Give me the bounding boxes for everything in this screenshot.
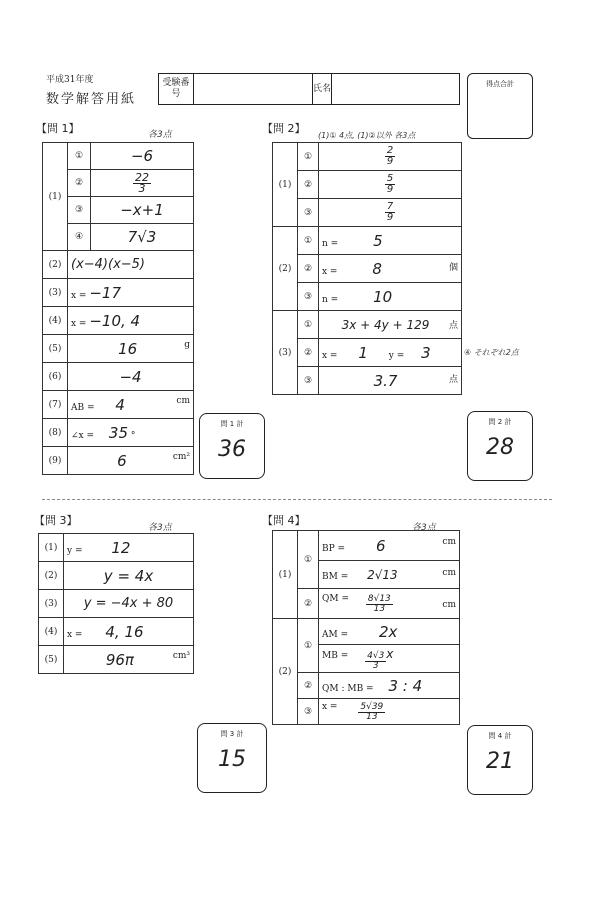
x-label: x = [67, 629, 83, 640]
q1-1-1-answer: −6 [130, 147, 154, 165]
unit-cm: cm [442, 599, 456, 610]
circ-3: ③ [298, 199, 319, 227]
name-field [332, 74, 459, 104]
unit-cm: cm [176, 395, 190, 406]
q1-1-4-answer: 7√3 [127, 228, 157, 246]
name-label: 氏名 [313, 74, 332, 104]
q1-sub5-label: (5) [43, 335, 68, 363]
circ-2: ② [298, 171, 319, 199]
q3-sub1-label: (1) [39, 534, 64, 562]
q4-sub2-label: (2) [273, 619, 298, 725]
q2-2-1-answer: 5 [373, 231, 383, 250]
q3-5-answer: 96π [105, 650, 134, 669]
circ-2: ② [298, 339, 319, 367]
q4-mb-answer: $\frac{4√3}{3}$ [367, 650, 385, 671]
exam-year: 平成31年度 [46, 75, 94, 85]
q2-2-2-answer: 8 [372, 259, 382, 278]
q4-score-box [467, 725, 533, 795]
circ-1: ① [298, 311, 319, 339]
q2-1-2-answer: $\frac{5}{9}$ [386, 173, 394, 195]
ab-label: AB = [71, 402, 95, 413]
q2-score: 28 [486, 435, 514, 460]
q1-2-answer: (x−4)(x−5) [71, 257, 146, 272]
q4-qm-answer: $\frac{8√13}{13}$ [367, 593, 391, 614]
exam-info-box [158, 73, 460, 105]
circ-3: ③ [298, 283, 319, 311]
q1-score-box [199, 413, 265, 479]
circ-1: ① [298, 619, 319, 673]
q2-note: (1)① 4点, (1)②以外 各3点 [318, 131, 416, 140]
q1-1-2-answer: $\frac{22}{3}$ [135, 170, 149, 195]
q1-3-answer: −17 [89, 283, 122, 302]
q3-score-box [197, 723, 267, 793]
am-label: AM = [322, 629, 349, 640]
y-label: y = [388, 350, 405, 361]
unit-degree: ° [130, 430, 136, 441]
ratio-label: QM : MB = [322, 683, 374, 694]
q1-heading: 【問 1】 [36, 122, 80, 135]
unit-cm: cm [442, 536, 456, 547]
unit-ten: 点 [448, 320, 458, 331]
mb-label: MB = [322, 650, 349, 661]
q3-sub3-label: (3) [39, 590, 64, 618]
q3-2-answer: y = 4x [103, 566, 154, 585]
q2-3-2-x-answer: 1 [358, 343, 368, 362]
circ-1: ① [68, 143, 91, 170]
x-label: x = [322, 350, 338, 361]
q2-margin-note: ④ それぞれ2点 [464, 348, 519, 357]
q1-4-answer: −10, 4 [89, 311, 141, 330]
q2-score-label: 問 2 計 [488, 418, 512, 426]
circ-1: ① [298, 143, 319, 171]
bp-label: BP = [322, 543, 346, 554]
unit-ko: 個 [448, 262, 458, 273]
q3-table [38, 533, 194, 674]
unit-cm: cm [442, 567, 456, 578]
q3-sub4-label: (4) [39, 618, 64, 646]
exam-number-label: 受験番号 [159, 74, 194, 104]
circ-3: ③ [68, 197, 91, 224]
bm-label: BM = [322, 571, 349, 582]
q1-sub9-label: (9) [43, 447, 68, 475]
unit-ten: 点 [448, 374, 458, 385]
q1-1-3-answer: −x+1 [120, 201, 164, 219]
q4-am-answer: 2x [379, 622, 398, 641]
circ-3: ③ [298, 367, 319, 395]
q2-1-3-answer: $\frac{7}{9}$ [386, 201, 394, 223]
q1-9-answer: 6 [117, 451, 127, 470]
q3-4-answer: 4, 16 [105, 622, 144, 641]
circ-2: ② [298, 589, 319, 619]
q1-5-answer: 16 [118, 339, 138, 358]
q3-sub5-label: (5) [39, 646, 64, 674]
q2-table [272, 142, 462, 395]
q3-heading: 【問 3】 [34, 514, 78, 527]
q4-ratio-answer: 3 : 4 [388, 676, 423, 695]
q2-2-3-answer: 10 [373, 287, 393, 306]
q4-bp-answer: 6 [375, 536, 386, 555]
n-label: n = [322, 238, 339, 249]
x-label: x = [322, 701, 338, 712]
q1-sub2-label: (2) [43, 251, 68, 279]
q3-score-label: 問 3 計 [220, 730, 244, 738]
q1-sub8-label: (8) [43, 419, 68, 447]
x-label: x = [71, 290, 87, 301]
unit-cm2: cm² [172, 451, 190, 462]
q1-score-label: 問 1 計 [220, 420, 244, 428]
q1-table [42, 142, 194, 475]
q1-sub3-label: (3) [43, 279, 68, 307]
total-score-label: 得点合計 [486, 80, 514, 88]
q2-sub1-label: (1) [273, 143, 298, 227]
circ-2: ② [68, 170, 91, 197]
q3-1-answer: 12 [111, 538, 131, 557]
y-label: y = [67, 545, 83, 556]
circ-1: ① [298, 227, 319, 255]
total-score-box [467, 73, 533, 139]
circ-1: ① [298, 531, 319, 589]
q4-table [272, 530, 460, 725]
q4-note: 各3点 [412, 523, 436, 533]
q1-sub1-label: (1) [43, 143, 68, 251]
q1-6-answer: −4 [119, 367, 142, 386]
section-divider [42, 499, 552, 500]
qm-label: QM = [322, 593, 349, 604]
q4-score: 21 [486, 749, 514, 774]
q1-sub7-label: (7) [43, 391, 68, 419]
q4-heading: 【問 4】 [262, 514, 306, 527]
circ-2: ② [298, 255, 319, 283]
q4-x-answer: $\frac{5√39}{13}$ [360, 701, 384, 722]
q1-8-answer: 35 [108, 423, 128, 442]
q1-sub6-label: (6) [43, 363, 68, 391]
x-label: x = [322, 266, 338, 277]
q3-3-answer: y = −4x + 80 [83, 596, 174, 611]
q4-score-label: 問 4 計 [488, 732, 512, 740]
circ-4: ④ [68, 224, 91, 251]
q1-score: 36 [218, 437, 246, 462]
q3-sub2-label: (2) [39, 562, 64, 590]
q3-score: 15 [218, 747, 246, 772]
q2-1-1-answer: $\frac{2}{9}$ [386, 145, 394, 167]
angle-x-label: ∠x = [71, 430, 95, 441]
exam-number-field [194, 74, 313, 104]
q1-7-answer: 4 [115, 395, 125, 414]
q2-sub3-label: (3) [273, 311, 298, 395]
q4-sub1-label: (1) [273, 531, 298, 619]
circ-3: ③ [298, 699, 319, 725]
x-label: x = [71, 318, 87, 329]
circ-2: ② [298, 673, 319, 699]
q2-3-2-y-answer: 3 [421, 343, 431, 362]
q2-score-box [467, 411, 533, 481]
q4-bm-answer: 2√13 [367, 567, 398, 582]
q2-sub2-label: (2) [273, 227, 298, 311]
q1-note: 各3点 [148, 130, 172, 140]
n-label: n = [322, 294, 339, 305]
q2-3-3-answer: 3.7 [373, 371, 398, 390]
q3-note: 各3点 [148, 523, 172, 533]
page-title: 数学解答用紙 [46, 92, 137, 107]
q4-mb-var: x [386, 646, 394, 661]
q2-heading: 【問 2】 [262, 122, 306, 135]
unit-cm3: cm³ [172, 650, 190, 661]
q2-3-1-answer: 3x + 4y + 129 [341, 317, 430, 332]
q1-sub4-label: (4) [43, 307, 68, 335]
unit-g: g [184, 339, 190, 350]
